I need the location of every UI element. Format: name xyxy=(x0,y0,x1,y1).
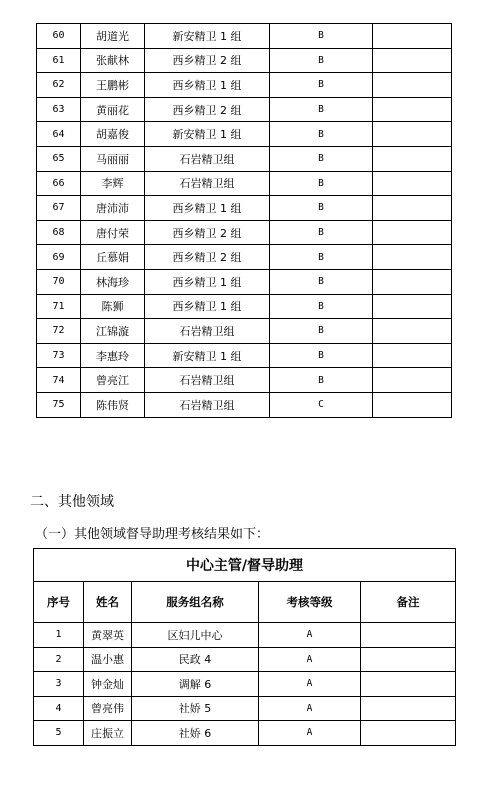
service-group: 石岩精卫组 xyxy=(145,146,270,171)
assessment-grade: B xyxy=(270,220,373,245)
service-group: 石岩精卫组 xyxy=(145,392,270,417)
supervisor-assessment-table xyxy=(33,548,456,746)
table-row xyxy=(34,721,456,746)
table-row xyxy=(37,294,452,319)
assessment-grade: B xyxy=(270,294,373,319)
table-row xyxy=(37,122,452,147)
assessment-grade: B xyxy=(270,343,373,368)
row-number: 70 xyxy=(37,269,81,294)
row-number: 71 xyxy=(37,294,81,319)
assessment-grade: B xyxy=(270,245,373,270)
assessment-grade: B xyxy=(270,146,373,171)
table-row xyxy=(37,220,452,245)
remarks xyxy=(373,343,452,368)
person-name: 胡道光 xyxy=(81,24,145,49)
remarks xyxy=(373,269,452,294)
row-number: 67 xyxy=(37,196,81,221)
assessment-grade: B xyxy=(270,319,373,344)
table-row xyxy=(37,269,452,294)
row-number: 68 xyxy=(37,220,81,245)
row-number: 61 xyxy=(37,48,81,73)
assessment-table-continued xyxy=(36,23,452,418)
service-group: 区妇儿中心 xyxy=(132,623,259,648)
table-row xyxy=(37,319,452,344)
row-number: 5 xyxy=(34,721,84,746)
assessment-grade: A xyxy=(259,721,361,746)
person-name: 丘慕娟 xyxy=(81,245,145,270)
service-group: 西乡精卫 1 组 xyxy=(145,294,270,319)
assessment-grade: A xyxy=(259,696,361,721)
assessment-grade: B xyxy=(270,269,373,294)
service-group: 新安精卫 1 组 xyxy=(145,122,270,147)
table-row xyxy=(34,672,456,697)
person-name: 张献林 xyxy=(81,48,145,73)
row-number: 64 xyxy=(37,122,81,147)
service-group: 调解 6 xyxy=(132,672,259,697)
assessment-grade: B xyxy=(270,122,373,147)
table-row xyxy=(34,647,456,672)
service-group: 民政 4 xyxy=(132,647,259,672)
service-group: 西乡精卫 2 组 xyxy=(145,245,270,270)
service-group: 石岩精卫组 xyxy=(145,171,270,196)
remarks xyxy=(373,146,452,171)
service-group: 社娇 6 xyxy=(132,721,259,746)
service-group: 西乡精卫 1 组 xyxy=(145,269,270,294)
table-row xyxy=(37,97,452,122)
remarks xyxy=(361,721,456,746)
row-number: 73 xyxy=(37,343,81,368)
row-number: 60 xyxy=(37,24,81,49)
remarks xyxy=(373,24,452,49)
assessment-grade: B xyxy=(270,48,373,73)
row-number: 69 xyxy=(37,245,81,270)
person-name: 曾亮江 xyxy=(81,368,145,393)
service-group: 石岩精卫组 xyxy=(145,368,270,393)
person-name: 温小惠 xyxy=(84,647,132,672)
person-name: 马丽丽 xyxy=(81,146,145,171)
person-name: 黄丽花 xyxy=(81,97,145,122)
table-title: 中心主管/督导助理 xyxy=(34,549,456,582)
person-name: 唐付荣 xyxy=(81,220,145,245)
remarks xyxy=(373,319,452,344)
person-name: 钟金灿 xyxy=(84,672,132,697)
remarks xyxy=(361,696,456,721)
assessment-grade: B xyxy=(270,196,373,221)
row-number: 65 xyxy=(37,146,81,171)
remarks xyxy=(373,294,452,319)
assessment-grade: B xyxy=(270,171,373,196)
remarks xyxy=(373,368,452,393)
table-row xyxy=(34,623,456,648)
remarks xyxy=(373,196,452,221)
table-title-row xyxy=(34,549,456,582)
person-name: 李辉 xyxy=(81,171,145,196)
assessment-grade: B xyxy=(270,368,373,393)
table-row xyxy=(37,171,452,196)
person-name: 唐沛沛 xyxy=(81,196,145,221)
person-name: 陈狮 xyxy=(81,294,145,319)
remarks xyxy=(373,245,452,270)
service-group: 西乡精卫 2 组 xyxy=(145,97,270,122)
person-name: 黄翠英 xyxy=(84,623,132,648)
table-row xyxy=(37,245,452,270)
table-row xyxy=(34,696,456,721)
table-header-row xyxy=(34,582,456,623)
assessment-grade: B xyxy=(270,73,373,98)
row-number: 4 xyxy=(34,696,84,721)
header-group: 服务组名称 xyxy=(132,582,259,623)
remarks xyxy=(373,392,452,417)
row-number: 1 xyxy=(34,623,84,648)
table-row xyxy=(37,343,452,368)
assessment-grade: B xyxy=(270,97,373,122)
person-name: 江锦漩 xyxy=(81,319,145,344)
section-heading: 二、其他领域 xyxy=(30,494,114,510)
person-name: 庄振立 xyxy=(84,721,132,746)
header-no: 序号 xyxy=(34,582,84,623)
row-number: 63 xyxy=(37,97,81,122)
table-row xyxy=(37,196,452,221)
row-number: 75 xyxy=(37,392,81,417)
table-row xyxy=(37,392,452,417)
person-name: 胡嘉俊 xyxy=(81,122,145,147)
remarks xyxy=(373,171,452,196)
table-row xyxy=(37,73,452,98)
row-number: 2 xyxy=(34,647,84,672)
table-row xyxy=(37,146,452,171)
subsection-heading: （一）其他领域督导助理考核结果如下： xyxy=(35,527,270,542)
assessment-grade: A xyxy=(259,672,361,697)
service-group: 社娇 5 xyxy=(132,696,259,721)
remarks xyxy=(361,623,456,648)
service-group: 西乡精卫 2 组 xyxy=(145,220,270,245)
row-number: 62 xyxy=(37,73,81,98)
person-name: 李惠玲 xyxy=(81,343,145,368)
table-row xyxy=(37,48,452,73)
service-group: 新安精卫 1 组 xyxy=(145,343,270,368)
person-name: 王鹏彬 xyxy=(81,73,145,98)
header-note: 备注 xyxy=(361,582,456,623)
row-number: 72 xyxy=(37,319,81,344)
service-group: 新安精卫 1 组 xyxy=(145,24,270,49)
service-group: 石岩精卫组 xyxy=(145,319,270,344)
remarks xyxy=(373,220,452,245)
row-number: 66 xyxy=(37,171,81,196)
remarks xyxy=(373,97,452,122)
remarks xyxy=(361,672,456,697)
remarks xyxy=(373,48,452,73)
remarks xyxy=(373,73,452,98)
remarks xyxy=(361,647,456,672)
remarks xyxy=(373,122,452,147)
row-number: 74 xyxy=(37,368,81,393)
assessment-grade: B xyxy=(270,24,373,49)
person-name: 林海珍 xyxy=(81,269,145,294)
header-grade: 考核等级 xyxy=(259,582,361,623)
service-group: 西乡精卫 2 组 xyxy=(145,48,270,73)
assessment-grade: A xyxy=(259,623,361,648)
person-name: 曾亮伟 xyxy=(84,696,132,721)
header-name: 姓名 xyxy=(84,582,132,623)
person-name: 陈伟贤 xyxy=(81,392,145,417)
assessment-grade: C xyxy=(270,392,373,417)
service-group: 西乡精卫 1 组 xyxy=(145,196,270,221)
service-group: 西乡精卫 1 组 xyxy=(145,73,270,98)
row-number: 3 xyxy=(34,672,84,697)
table-row xyxy=(37,368,452,393)
assessment-grade: A xyxy=(259,647,361,672)
table-row xyxy=(37,24,452,49)
